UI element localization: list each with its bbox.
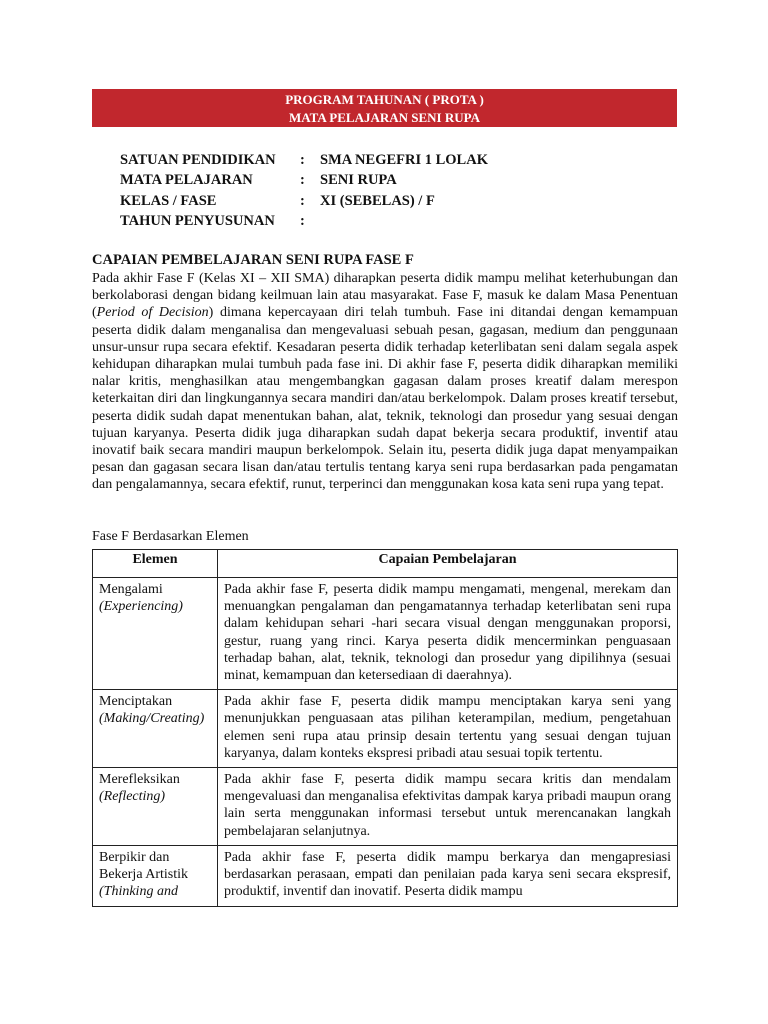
element-cell bbox=[93, 845, 218, 906]
element-name: Merefleksikan bbox=[99, 772, 180, 788]
achievement-cell: Pada akhir fase F, peserta didik mampu mengamati, mengenal, merekam dan menuangkan pengalaman dan pengamatannya terhadap keterlibatan seni rupa dalam kehidupan sehari -hari secara visual dengan menggunakan proporsi, gestur, ruang yang rinci. Karya peserta didik mencerminkan penguasaan terhadap bahan, alat, teknik, teknologi dan prosedur yang dipilihnya (sesuai minat, kemampuan dan ketersediaan di daerahnya). bbox=[218, 578, 678, 690]
header-achievement: Capaian Pembelajaran bbox=[218, 550, 678, 578]
achievement-cell: Pada akhir fase F, peserta didik mampu menciptakan karya seni yang menunjukkan penguasaan atas pilihan keterampilan, medium, pengetahuan elemen seni rupa atau prinsip desain tertentu yang sesuai dengan tujuan karyanya, dalam konteks ekspresi pribadi atau sesuai topik tertentu. bbox=[218, 690, 678, 768]
info-row bbox=[120, 191, 488, 212]
element-name: Mengalami bbox=[99, 582, 163, 597]
element-cell bbox=[93, 768, 218, 846]
info-colon: : bbox=[300, 213, 305, 230]
element-english: (Experiencing) bbox=[99, 599, 183, 615]
paragraph-text-end: ) dimana kepercayaan diri telah tumbuh. Fase ini ditandai dengan kemampuan peserta didik dalam menganalisa dan mengevaluasi sebuah pesan, gagasan, medium dan penggunaan unsur-unsur rupa secara efektif. Kesadaran peserta didik terhadap keterlibatan seni dalam segala aspek kehidupan diharapkan mulai tumbuh pada fase ini. Di akhir fase F, peserta didik diharapkan memiliki nalar kritis, menghasilkan atau mengembangkan gagasan dalam proses kreatif dalam merespon keterkaitan diri dan lingkungannya secara mandiri dan/atau berkelompok. Dalam proses kreatif tersebut, peserta didik sudah dapat menentukan bahan, alat, teknik, teknologi dan prosedur yang sesuai dengan tujuan karyanya. Peserta didik juga diharapkan sudah dapat bekerja secara produktif, inventif atau inovatif baik secara mandiri maupun berkelompok. Selain itu, peserta didik juga dapat menyampaikan pesan dan gagasan secara lisan dan/atau tertulis tentang karya seni rupa berdasarkan pada pengamatan dan pengalamannya, secara efektif, runut, terperinci dan menggunakan kosa kata seni rupa yang tepat. bbox=[92, 305, 678, 493]
element-english: (Making/Creating) bbox=[99, 711, 205, 727]
element-name: Berpikir dan Bekerja Artistik bbox=[99, 849, 189, 883]
element-english: (Thinking and bbox=[99, 884, 178, 900]
header-element: Elemen bbox=[93, 550, 218, 578]
info-label: MATA PELAJARAN bbox=[120, 172, 253, 189]
achievement-cell: Pada akhir fase F, peserta didik mampu berkarya dan mengapresiasi berdasarkan perasaan, empati dan penilaian pada karya seni secara ekspresif, produktif, inventif dan inovatif. Peserta didik mampu bbox=[218, 845, 678, 906]
info-row bbox=[120, 212, 488, 233]
element-cell bbox=[93, 578, 218, 690]
table-row bbox=[93, 578, 678, 690]
elements-table bbox=[92, 549, 678, 907]
info-row bbox=[120, 150, 488, 171]
info-value: SMA NEGEFRI 1 LOLAK bbox=[320, 151, 488, 168]
info-label: KELAS / FASE bbox=[120, 192, 217, 209]
element-cell bbox=[93, 690, 218, 768]
info-colon: : bbox=[300, 172, 305, 189]
title-banner bbox=[92, 89, 677, 127]
table-row bbox=[93, 845, 678, 906]
info-value: XI (SEBELAS) / F bbox=[320, 192, 435, 209]
title-line-2: MATA PELAJARAN SENI RUPA bbox=[288, 110, 481, 125]
paragraph-italic-term: Period of Decision bbox=[96, 305, 209, 321]
info-label: SATUAN PENDIDIKAN bbox=[120, 151, 276, 168]
element-english: (Reflecting) bbox=[99, 789, 166, 805]
school-info bbox=[120, 150, 488, 232]
paragraph-text-start: Pada akhir Fase F (Kelas XI – XII SMA) diharapkan peserta didik mampu melihat keterhubungan dan berkolaborasi dengan bidang keilmuan lain atau masyarakat. Fase F, masuk ke dalam Masa Penentuan ( bbox=[92, 271, 678, 321]
achievement-cell: Pada akhir fase F, peserta didik mampu secara kritis dan mendalam mengevaluasi dan menganalisa efektivitas dampak karya pribadi maupun orang lain serta menggunakan informasi tersebut untuk merencanakan langkah pembelajaran selanjutnya. bbox=[218, 768, 678, 846]
table-row bbox=[93, 768, 678, 846]
table-caption: Fase F Berdasarkan Elemen bbox=[92, 529, 249, 544]
info-label: TAHUN PENYUSUNAN bbox=[120, 213, 275, 230]
info-value: SENI RUPA bbox=[320, 172, 397, 189]
section-paragraph bbox=[92, 270, 678, 494]
info-colon: : bbox=[300, 192, 305, 209]
element-name: Menciptakan bbox=[99, 694, 173, 710]
section-heading: CAPAIAN PEMBELAJARAN SENI RUPA FASE F bbox=[92, 252, 414, 268]
info-colon: : bbox=[300, 151, 305, 168]
table-header-row bbox=[93, 550, 678, 578]
table-row bbox=[93, 690, 678, 768]
title-line-1: PROGRAM TAHUNAN ( PROTA ) bbox=[285, 92, 484, 107]
info-row bbox=[120, 171, 488, 192]
